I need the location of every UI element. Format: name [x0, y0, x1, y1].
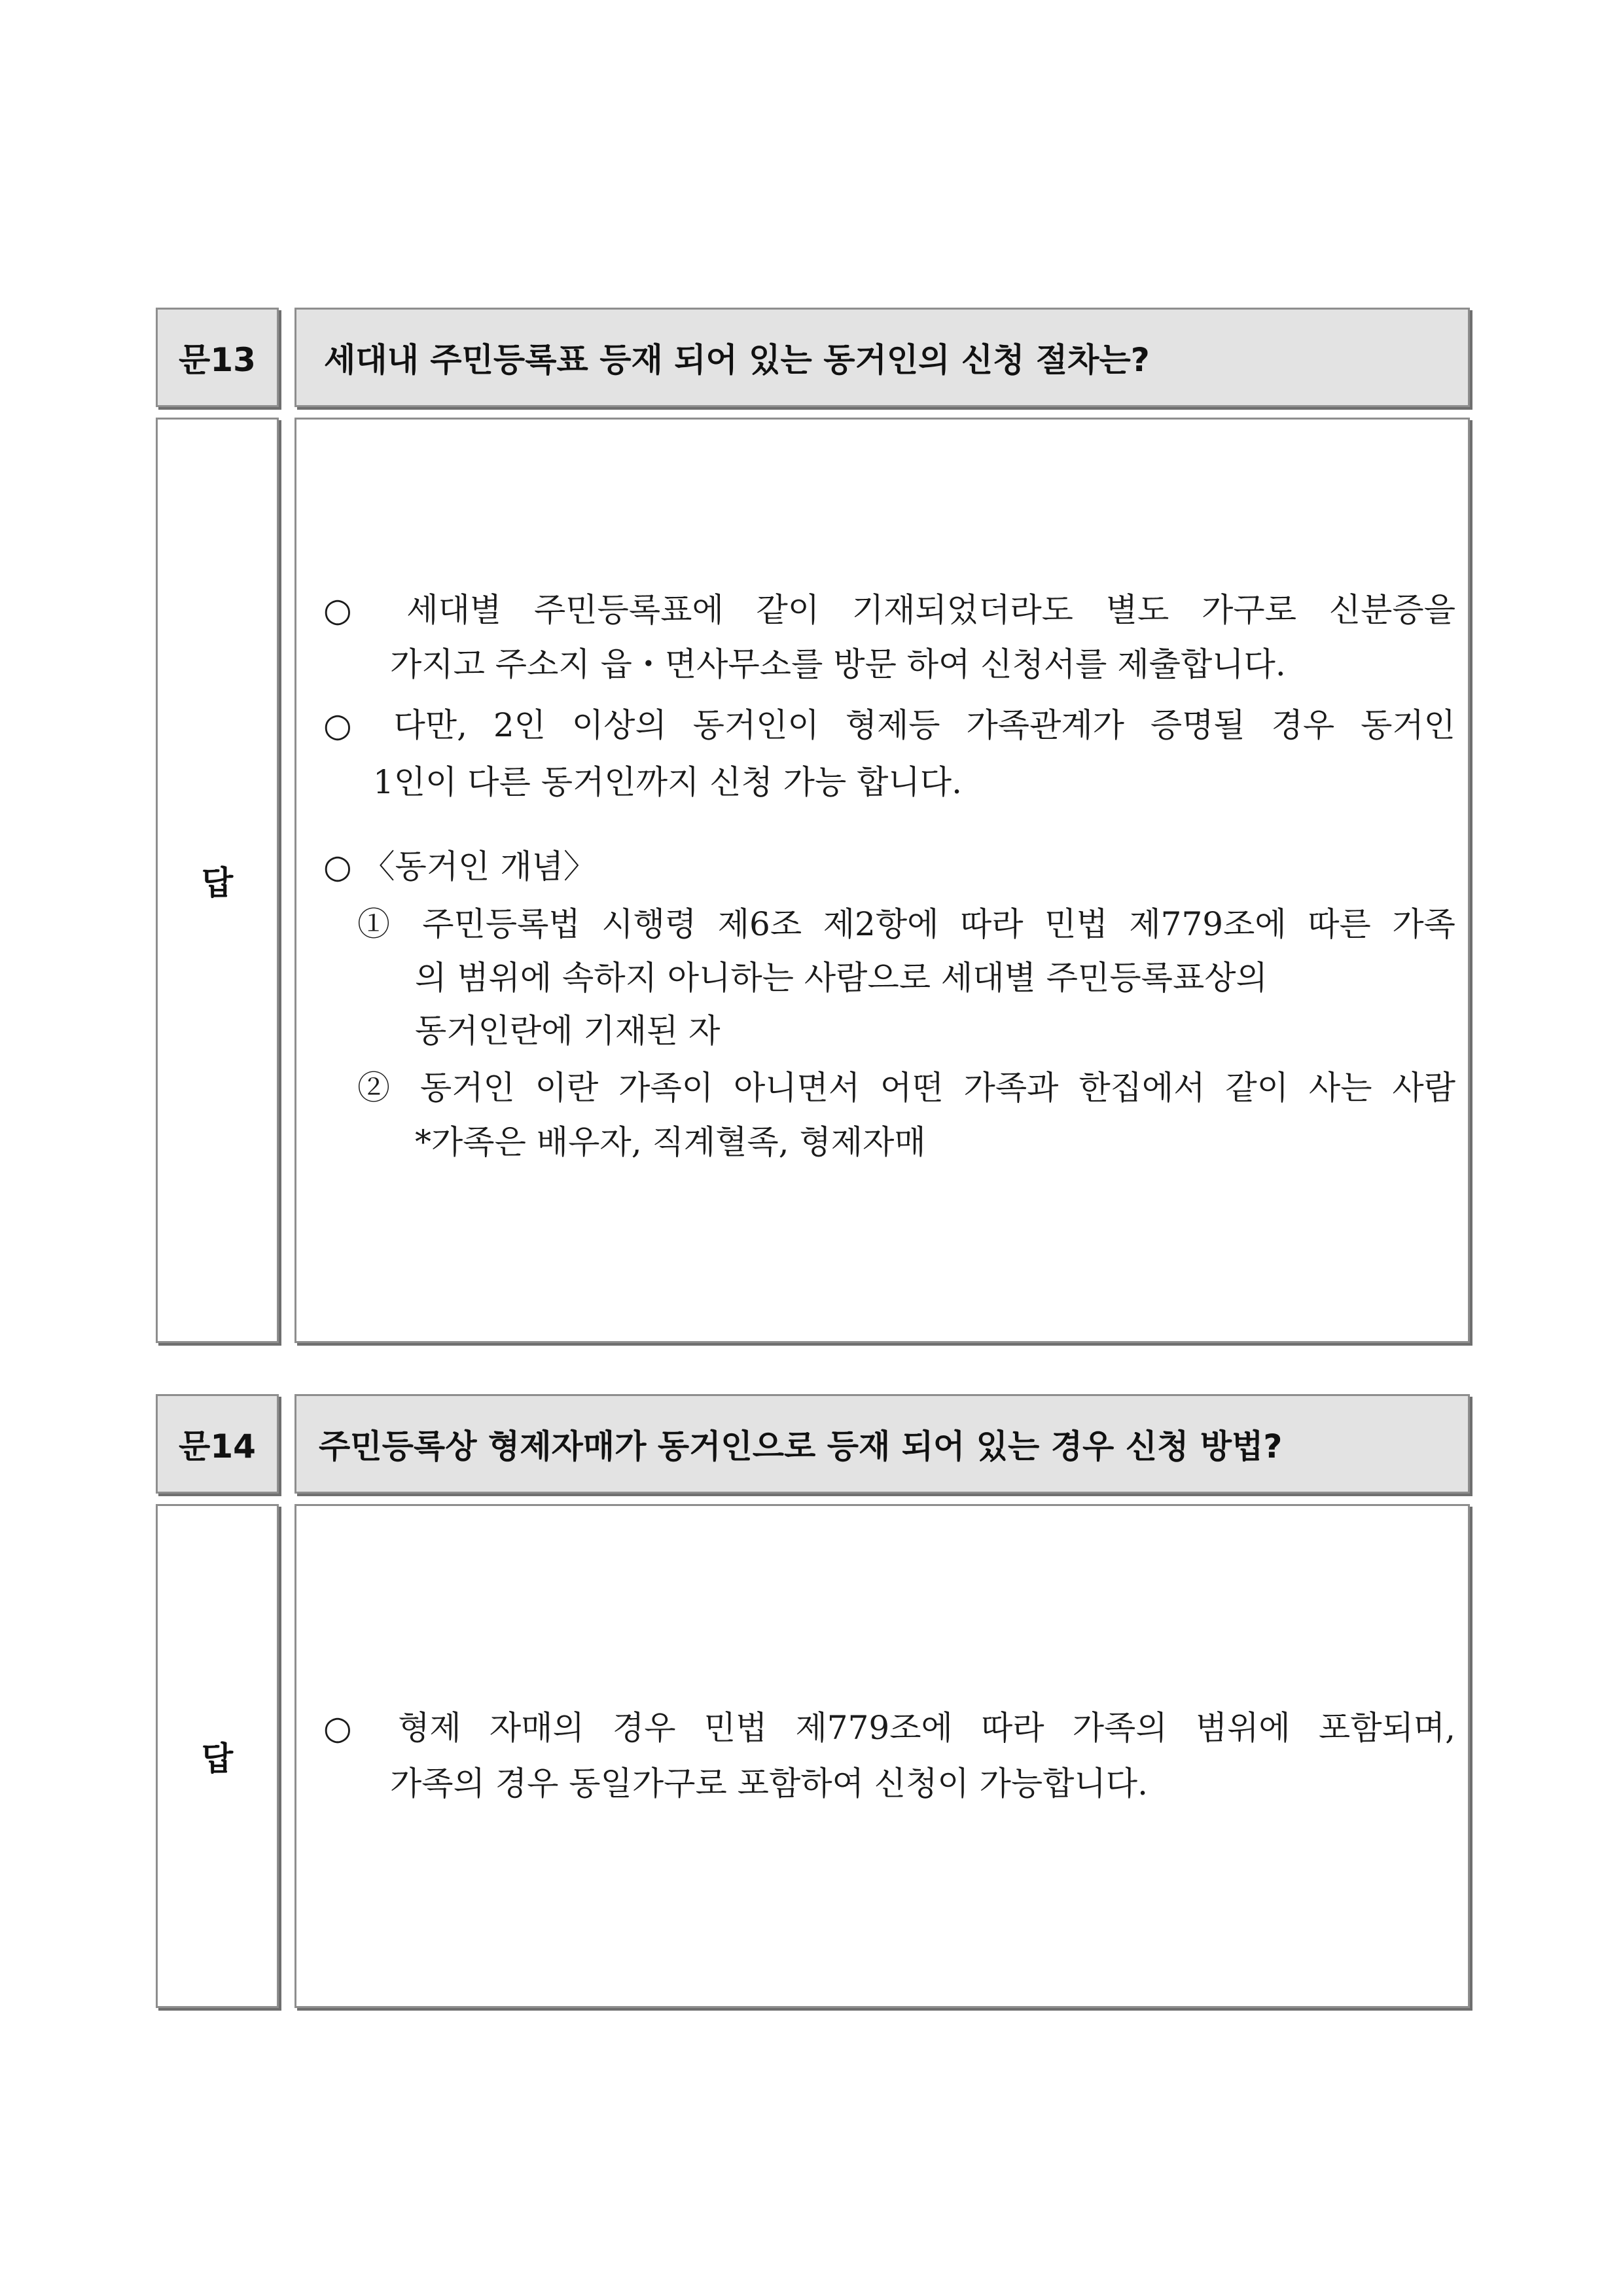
- answer-13-label: 답: [201, 864, 234, 902]
- answer-14-body-cell: [294, 1504, 1470, 2008]
- question-13-number-cell: [156, 308, 279, 407]
- question-14-number: 문14: [179, 1427, 256, 1465]
- answer-13-line: 의 범위에 속하지 아니하는 사람으로 세대별 주민등록표상의: [415, 959, 1268, 997]
- answer-13-line: 동거인란에 기재된 자: [415, 1012, 721, 1050]
- answer-14-label: 답: [201, 1740, 234, 1778]
- answer-13-line: *가족은 배우자, 직계혈족, 형제자매: [415, 1123, 926, 1161]
- question-14-title: 주민등록상 형제자매가 동거인으로 등재 되어 있는 경우 신청 방법?: [319, 1427, 1283, 1465]
- answer-14-line: 가족의 경우 동일가구로 포함하여 신청이 가능합니다.: [390, 1765, 1148, 1803]
- question-14-title-cell: [294, 1394, 1470, 1494]
- question-13-title: 세대내 주민등록표 등재 되어 있는 동거인의 신청 절차는?: [324, 341, 1150, 379]
- question-13-number: 문13: [179, 341, 256, 379]
- answer-13-line: ① 주민등록법 시행령 제6조 제2항에 따라 민법 제779조에 따른 가족: [357, 905, 1455, 943]
- answer-13-line: ② 동거인 이란 가족이 아니면서 어떤 가족과 한집에서 같이 사는 사람: [357, 1069, 1455, 1107]
- answer-13-line: ○ 세대별 주민등록표에 같이 기재되었더라도 별도 가구로 신분증을: [323, 591, 1455, 629]
- question-13-title-cell: [294, 308, 1470, 407]
- answer-14-label-cell: [156, 1504, 279, 2008]
- answer-13-line: 가지고 주소지 읍・면사무소를 방문 하여 신청서를 제출합니다.: [390, 645, 1286, 683]
- answer-14-line: ○ 형제 자매의 경우 민법 제779조에 따라 가족의 범위에 포함되며,: [323, 1709, 1455, 1747]
- answer-13-line: 1인이 다른 동거인까지 신청 가능 합니다.: [373, 763, 962, 801]
- answer-13-line: ○ 〈동거인 개념〉: [323, 848, 596, 886]
- answer-13-line: ○ 다만, 2인 이상의 동거인이 형제등 가족관계가 증명될 경우 동거인: [323, 706, 1455, 744]
- question-14-number-cell: [156, 1394, 279, 1494]
- answer-13-label-cell: [156, 418, 279, 1343]
